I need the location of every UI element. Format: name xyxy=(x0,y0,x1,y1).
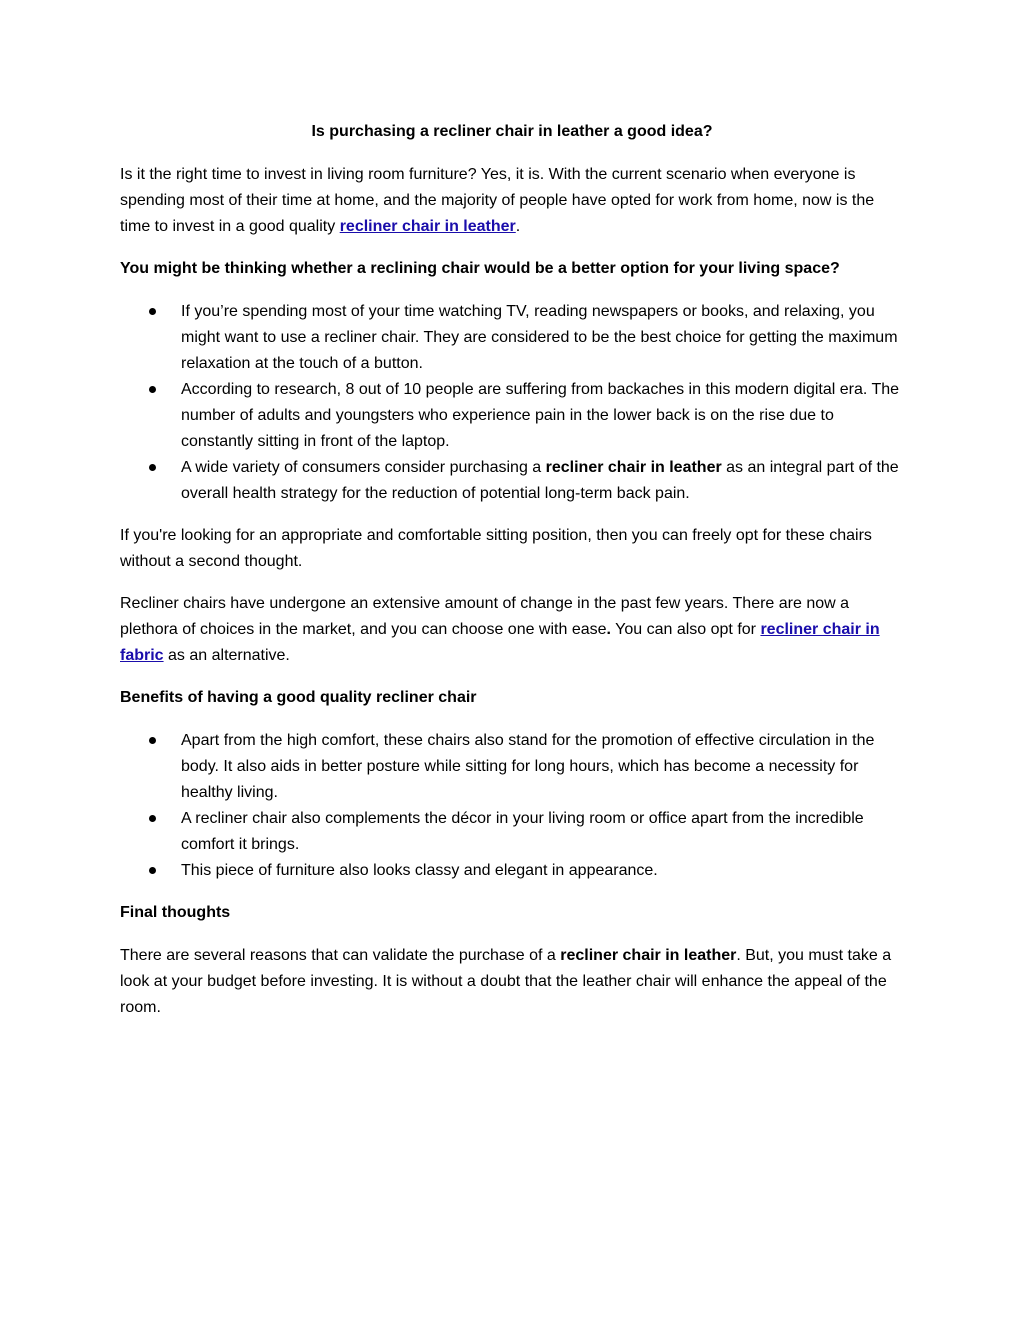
final-paragraph xyxy=(120,943,904,1021)
changes-text: Recliner chairs have undergone an extensive amount of change in the past few years. There are now a plethora of choices in the market, and you can choose one with ease xyxy=(120,595,850,638)
final-heading: Final thoughts xyxy=(120,904,231,921)
changes-paragraph xyxy=(120,591,904,669)
bullet-icon xyxy=(149,867,156,874)
bold-keyword: recliner chair in leather xyxy=(545,459,722,476)
changes-text-mid: You can also opt for xyxy=(610,621,761,638)
document-title: Is purchasing a recliner chair in leather a good idea? xyxy=(311,123,713,140)
intro-paragraph xyxy=(120,162,904,240)
changes-text-end: as an alternative. xyxy=(163,647,290,664)
bullet-icon xyxy=(149,386,156,393)
list-item-text: as an integral part of the overall health strategy for the reduction of potential long-term back pain. xyxy=(181,459,899,502)
document-page xyxy=(120,119,904,1037)
bold-keyword: recliner chair in leather xyxy=(560,947,737,964)
intro-end: . xyxy=(515,218,521,235)
list-item-text: A recliner chair also complements the décor in your living room or office apart from the incredible comfort it brings. xyxy=(181,810,864,853)
bullet-icon xyxy=(149,737,156,744)
benefits-heading: Benefits of having a good quality recliner chair xyxy=(120,689,477,706)
list-item xyxy=(120,299,904,377)
list-item-text: This piece of furniture also looks classy and elegant in appearance. xyxy=(181,862,658,879)
bold-period: . xyxy=(606,621,611,638)
recliner-chair-in-fabric-link[interactable]: recliner chair in fabric xyxy=(120,621,880,664)
recliner-chair-in-leather-link[interactable]: recliner chair in leather xyxy=(339,218,516,235)
final-text: There are several reasons that can validate the purchase of a xyxy=(120,947,561,964)
reasons-list xyxy=(120,299,904,507)
question-heading: You might be thinking whether a reclining chair would be a better option for your living space? xyxy=(120,260,840,277)
list-item xyxy=(120,806,904,858)
benefits-list xyxy=(120,728,904,884)
comfort-paragraph: If you're looking for an appropriate and comfortable sitting position, then you can freely opt for these chairs without a second thought. xyxy=(120,527,872,570)
bullet-icon xyxy=(149,815,156,822)
list-item xyxy=(120,728,904,806)
final-text-end: . But, you must take a look at your budget before investing. It is without a doubt that the leather chair will enhance the appeal of the room. xyxy=(120,947,892,1016)
bullet-icon xyxy=(149,464,156,471)
list-item-text: Apart from the high comfort, these chairs also stand for the promotion of effective circulation in the body. It also aids in better posture while sitting for long hours, which has become a necessity for healthy living. xyxy=(181,732,875,801)
list-item-text: According to research, 8 out of 10 people are suffering from backaches in this modern digital era. The number of adults and youngsters who experience pain in the lower back is on the rise due to constantly sitting in front of the laptop. xyxy=(181,381,900,450)
list-item xyxy=(120,455,904,507)
bullet-icon xyxy=(149,308,156,315)
intro-text: Is it the right time to invest in living room furniture? Yes, it is. With the current scenario when everyone is spending most of their time at home, and the majority of people have opted for work from home, now is the time to invest in a good quality xyxy=(120,166,875,235)
list-item xyxy=(120,377,904,455)
list-item xyxy=(120,858,904,884)
list-item-text: If you’re spending most of your time watching TV, reading newspapers or books, and relaxing, you might want to use a recliner chair. They are considered to be the best choice for getting the maximum relaxation at the touch of a button. xyxy=(181,303,898,372)
list-item-text: A wide variety of consumers consider purchasing a xyxy=(181,459,546,476)
